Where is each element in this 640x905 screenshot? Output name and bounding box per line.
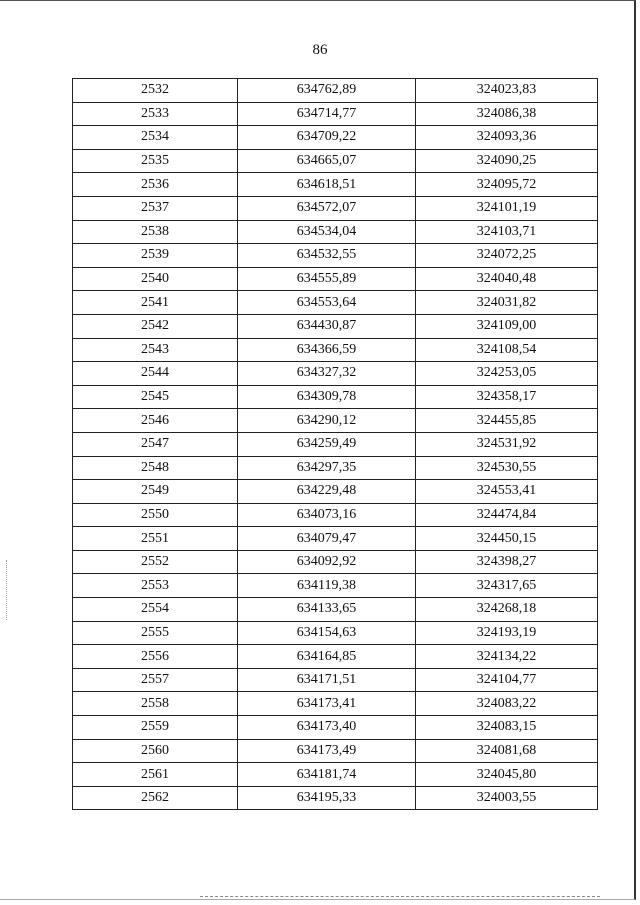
y-coordinate-cell: 324474,84: [416, 503, 598, 527]
y-coordinate-cell: 324193,19: [416, 621, 598, 645]
point-number-cell: 2544: [73, 362, 238, 386]
y-coordinate-cell: 324023,83: [416, 79, 598, 103]
point-number-cell: 2558: [73, 692, 238, 716]
x-coordinate-cell: 634073,16: [238, 503, 416, 527]
table-row: [73, 362, 598, 386]
x-coordinate-cell: 634534,04: [238, 220, 416, 244]
point-number-cell: 2532: [73, 79, 238, 103]
x-coordinate-cell: 634709,22: [238, 126, 416, 150]
point-number-cell: 2533: [73, 102, 238, 126]
y-coordinate-cell: 324090,25: [416, 149, 598, 173]
x-coordinate-cell: 634171,51: [238, 668, 416, 692]
point-number-cell: 2540: [73, 267, 238, 291]
table-row: [73, 385, 598, 409]
coordinates-table-body: [73, 79, 598, 810]
y-coordinate-cell: 324072,25: [416, 244, 598, 268]
y-coordinate-cell: 324101,19: [416, 196, 598, 220]
page-number: 86: [312, 42, 328, 58]
x-coordinate-cell: 634618,51: [238, 173, 416, 197]
x-coordinate-cell: 634553,64: [238, 291, 416, 315]
point-number-cell: 2539: [73, 244, 238, 268]
x-coordinate-cell: 634164,85: [238, 645, 416, 669]
y-coordinate-cell: 324083,22: [416, 692, 598, 716]
table-row: [73, 716, 598, 740]
y-coordinate-cell: 324317,65: [416, 574, 598, 598]
x-coordinate-cell: 634430,87: [238, 314, 416, 338]
point-number-cell: 2541: [73, 291, 238, 315]
y-coordinate-cell: 324093,36: [416, 126, 598, 150]
y-coordinate-cell: 324553,41: [416, 480, 598, 504]
point-number-cell: 2557: [73, 668, 238, 692]
y-coordinate-cell: 324531,92: [416, 432, 598, 456]
table-row: [73, 291, 598, 315]
point-number-cell: 2554: [73, 598, 238, 622]
x-coordinate-cell: 634173,40: [238, 716, 416, 740]
y-coordinate-cell: 324003,55: [416, 786, 598, 810]
point-number-cell: 2543: [73, 338, 238, 362]
x-coordinate-cell: 634079,47: [238, 527, 416, 551]
y-coordinate-cell: 324095,72: [416, 173, 598, 197]
y-coordinate-cell: 324040,48: [416, 267, 598, 291]
table-row: [73, 126, 598, 150]
point-number-cell: 2560: [73, 739, 238, 763]
y-coordinate-cell: 324103,71: [416, 220, 598, 244]
x-coordinate-cell: 634290,12: [238, 409, 416, 433]
x-coordinate-cell: 634195,33: [238, 786, 416, 810]
scan-artifact: [6, 560, 9, 620]
table-row: [73, 267, 598, 291]
scan-artifact-bottom: [200, 896, 600, 899]
x-coordinate-cell: 634259,49: [238, 432, 416, 456]
y-coordinate-cell: 324134,22: [416, 645, 598, 669]
y-coordinate-cell: 324455,85: [416, 409, 598, 433]
point-number-cell: 2548: [73, 456, 238, 480]
table-row: [73, 621, 598, 645]
point-number-cell: 2552: [73, 550, 238, 574]
table-row: [73, 338, 598, 362]
point-number-cell: 2562: [73, 786, 238, 810]
x-coordinate-cell: 634229,48: [238, 480, 416, 504]
x-coordinate-cell: 634173,41: [238, 692, 416, 716]
table-row: [73, 220, 598, 244]
x-coordinate-cell: 634762,89: [238, 79, 416, 103]
table-row: [73, 550, 598, 574]
table-row: [73, 574, 598, 598]
x-coordinate-cell: 634309,78: [238, 385, 416, 409]
y-coordinate-cell: 324081,68: [416, 739, 598, 763]
table-row: [73, 409, 598, 433]
point-number-cell: 2556: [73, 645, 238, 669]
point-number-cell: 2546: [73, 409, 238, 433]
y-coordinate-cell: 324109,00: [416, 314, 598, 338]
y-coordinate-cell: 324398,27: [416, 550, 598, 574]
y-coordinate-cell: 324253,05: [416, 362, 598, 386]
table-row: [73, 598, 598, 622]
point-number-cell: 2547: [73, 432, 238, 456]
x-coordinate-cell: 634366,59: [238, 338, 416, 362]
x-coordinate-cell: 634119,38: [238, 574, 416, 598]
table-row: [73, 244, 598, 268]
point-number-cell: 2561: [73, 763, 238, 787]
point-number-cell: 2538: [73, 220, 238, 244]
point-number-cell: 2559: [73, 716, 238, 740]
table-row: [73, 763, 598, 787]
y-coordinate-cell: 324086,38: [416, 102, 598, 126]
point-number-cell: 2545: [73, 385, 238, 409]
table-row: [73, 527, 598, 551]
x-coordinate-cell: 634572,07: [238, 196, 416, 220]
y-coordinate-cell: 324530,55: [416, 456, 598, 480]
x-coordinate-cell: 634714,77: [238, 102, 416, 126]
table-row: [73, 739, 598, 763]
y-coordinate-cell: 324104,77: [416, 668, 598, 692]
table-row: [73, 645, 598, 669]
point-number-cell: 2549: [73, 480, 238, 504]
point-number-cell: 2537: [73, 196, 238, 220]
table-row: [73, 173, 598, 197]
point-number-cell: 2534: [73, 126, 238, 150]
x-coordinate-cell: 634154,63: [238, 621, 416, 645]
y-coordinate-cell: 324083,15: [416, 716, 598, 740]
table-row: [73, 196, 598, 220]
y-coordinate-cell: 324108,54: [416, 338, 598, 362]
x-coordinate-cell: 634297,35: [238, 456, 416, 480]
x-coordinate-cell: 634327,32: [238, 362, 416, 386]
y-coordinate-cell: 324358,17: [416, 385, 598, 409]
point-number-cell: 2535: [73, 149, 238, 173]
x-coordinate-cell: 634173,49: [238, 739, 416, 763]
y-coordinate-cell: 324045,80: [416, 763, 598, 787]
table-row: [73, 456, 598, 480]
table-row: [73, 432, 598, 456]
table-row: [73, 480, 598, 504]
point-number-cell: 2553: [73, 574, 238, 598]
table-row: [73, 149, 598, 173]
table-row: [73, 503, 598, 527]
x-coordinate-cell: 634555,89: [238, 267, 416, 291]
x-coordinate-cell: 634665,07: [238, 149, 416, 173]
point-number-cell: 2542: [73, 314, 238, 338]
point-number-cell: 2551: [73, 527, 238, 551]
table-row: [73, 102, 598, 126]
y-coordinate-cell: 324450,15: [416, 527, 598, 551]
point-number-cell: 2555: [73, 621, 238, 645]
point-number-cell: 2536: [73, 173, 238, 197]
point-number-cell: 2550: [73, 503, 238, 527]
x-coordinate-cell: 634181,74: [238, 763, 416, 787]
table-row: [73, 786, 598, 810]
table-row: [73, 668, 598, 692]
table-row: [73, 692, 598, 716]
table-row: [73, 314, 598, 338]
y-coordinate-cell: 324031,82: [416, 291, 598, 315]
y-coordinate-cell: 324268,18: [416, 598, 598, 622]
coordinates-table: [72, 78, 598, 810]
x-coordinate-cell: 634532,55: [238, 244, 416, 268]
x-coordinate-cell: 634133,65: [238, 598, 416, 622]
x-coordinate-cell: 634092,92: [238, 550, 416, 574]
table-row: [73, 79, 598, 103]
